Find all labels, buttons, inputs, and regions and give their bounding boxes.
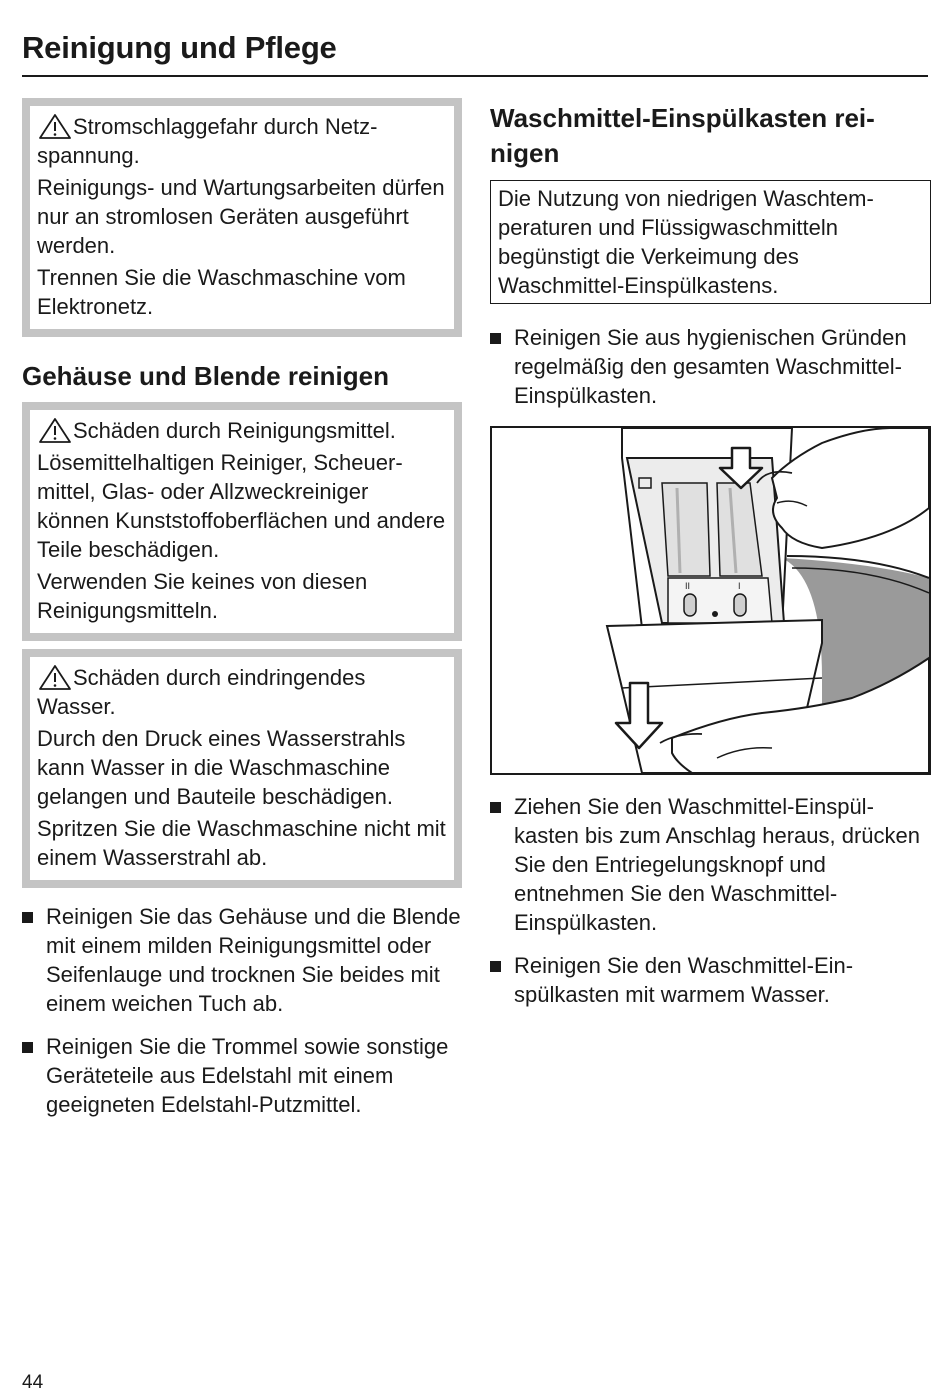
warning-heading: Stromschlaggefahr durch Netzspannung.: [37, 114, 378, 168]
list-item: Reinigen Sie den Waschmittel-Einspülkasten mit warmem Wasser.: [490, 951, 931, 1009]
section-heading-dispenser: Waschmittel-Einspülkasten reinigen: [490, 103, 875, 168]
warning-text: Verwenden Sie keines von diesen Reinigungsmitteln.: [37, 569, 368, 623]
dispenser-drawer-drawing: [492, 428, 929, 773]
bullet-square-icon: [22, 1042, 33, 1053]
bullet-square-icon: [490, 802, 501, 813]
page-number: 44: [22, 1372, 44, 1392]
compartment-mark-two: II: [685, 581, 691, 591]
warning-box-cleaning-agents: [22, 402, 462, 641]
warning-triangle-icon: [37, 112, 73, 141]
list-item: Reinigen Sie das Gehäuse und die Blende mit einem milden Reinigungsmittel oder Seifenlauge und trocknen Sie beides mit einem weichen Tuch ab.: [22, 902, 462, 1018]
note-box: Die Nutzung von niedrigen Waschtemperaturen und Flüssigwaschmitteln begünstigt die Verkeimung des Waschmittel-Einspülkastens.: [490, 180, 931, 304]
list-item: Reinigen Sie die Trommel sowie sonstige Geräteteile aus Edelstahl mit einem geeigneten Edelstahl-Putzmittel.: [22, 1032, 462, 1119]
bullet-square-icon: [490, 961, 501, 972]
warning-box-electric-shock: [22, 98, 462, 337]
list-item: Ziehen Sie den Waschmittel-Einspülkasten bis zum Anschlag heraus, drücken Sie den Entriegelungsknopf und entnehmen Sie den Waschmittel-Einspülkasten.: [490, 792, 931, 937]
left-column: [22, 98, 462, 1119]
right-column: [490, 98, 931, 1009]
page-title: Reinigung und Pflege: [22, 30, 337, 65]
compartment-mark-one: I: [738, 581, 741, 591]
list-item: Reinigen Sie aus hygienischen Gründen regelmäßig den gesamten Waschmittel-Einspülkasten.: [490, 323, 931, 410]
warning-text: Trennen Sie die Waschmaschine vom Elektronetz.: [37, 265, 406, 319]
warning-text: Spritzen Sie die Waschmaschine nicht mit einem Wasserstrahl ab.: [37, 816, 446, 870]
title-divider: [22, 75, 928, 77]
bullet-square-icon: [22, 912, 33, 923]
warning-triangle-icon: [37, 663, 73, 692]
dispenser-drawer-illustration: [490, 426, 931, 775]
warning-text: Durch den Druck eines Wasserstrahls kann Wasser in die Waschmaschine gelangen und Bauteile beschädigen.: [37, 726, 406, 809]
warning-box-water: [22, 649, 462, 888]
warning-triangle-icon: [37, 416, 73, 445]
bullet-square-icon: [490, 333, 501, 344]
section-heading-housing: Gehäuse und Blende reinigen: [22, 361, 389, 391]
warning-heading: Schäden durch Reinigungsmittel.: [37, 416, 446, 445]
warning-text: Reinigungs- und Wartungsarbeiten dürfen nur an stromlosen Geräten ausgeführt werden.: [37, 175, 445, 258]
warning-heading: Schäden durch eindringendes Wasser.: [37, 665, 366, 719]
warning-text: Lösemittelhaltigen Reiniger, Scheuermittel, Glas- oder Allzweckreiniger können Kunststoffoberflächen und andere Teile beschädigen.: [37, 450, 446, 562]
